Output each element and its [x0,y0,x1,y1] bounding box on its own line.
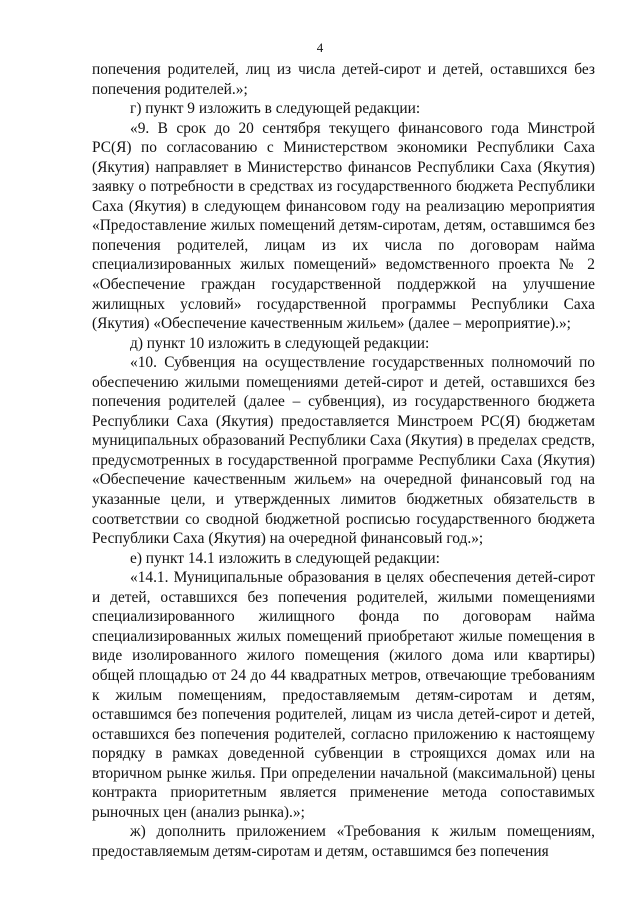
paragraph-clause-9: «9. В срок до 20 сентября текущего финансового года Минстрой РС(Я) по согласованию с Министерством экономики Республики Саха (Якутия) направляет в Министерство финансов Республики Саха (Якутия) заявку о потребности в средствах из государственного бюджета Республики Саха (Якутия) в следующем финансовом году на реализацию мероприятия «Предоставление жилых помещений детям-сиротам, детям, оставшимся без попечения родителей, лицам из их числа по договорам найма специализированных жилых помещений» ведомственного проекта № 2 «Обеспечение граждан государственной поддержкой на улучшение жилищных условий» государственной программы Республики Саха (Якутия) «Обеспечение качественным жильем» (далее – мероприятие).»; [92,119,595,333]
paragraph-item-d: д) пункт 10 изложить в следующей редакции: [130,334,430,352]
paragraph-item-zh: ж) дополнить приложением «Требования к жилым помещениям, предоставляемым детям-сиротам и детям, оставшимся без попечения [92,823,595,860]
paragraph-item-g: г) пункт 9 изложить в следующей редакции: [130,100,421,118]
paragraph-item-e: е) пункт 14.1 изложить в следующей редакции: [130,549,440,567]
page-number: 4 [316,40,324,55]
paragraph-continuation: попечения родителей, лиц из числа детей-сирот и детей, оставшихся без попечения родителей.»; [92,61,595,98]
paragraph-clause-10: «10. Субвенция на осуществление государственных полномочий по обеспечению жилыми помещениями детей-сирот и детей, оставшихся без попечения родителей (далее – субвенция), из государственного бюджета Республики Саха (Якутия) предоставляется Минстроем РС(Я) бюджетам муниципальных образований Республики Саха (Якутия) в пределах средств, предусмотренных в государственной программе Республики Саха (Якутия) «Обеспечение качественным жильем» на очередной финансовый год на указанные цели, и утвержденных лимитов бюджетных обязательств в соответствии со сводной бюджетной росписью государственного бюджета Республики Саха (Якутия) на очередной финансовый год.»; [92,354,595,548]
document-body [92,60,595,861]
paragraph-clause-14-1: «14.1. Муниципальные образования в целях обеспечения детей-сирот и детей, оставшихся без попечения родителей, жилыми помещениями специализированного жилищного фонда по договорам найма специализированных жилых помещений приобретают жилые помещения в виде изолированного жилого помещения (жилого дома или квартиры) общей площадью от 24 до 44 квадратных метров, отвечающие требованиям к жилым помещениям, предоставляемым детям-сиротам и детям, оставшимся без попечения родителей, лицам из числа детей-сирот и детей, оставшихся без попечения родителей, согласно приложению к настоящему порядку в рамках доведенной субвенции в строящихся домах или на вторичном рынке жилья. При определении начальной (максимальной) цены контракта приоритетным является применение метода сопоставимых рыночных цен (анализ рынка).»; [92,569,595,821]
